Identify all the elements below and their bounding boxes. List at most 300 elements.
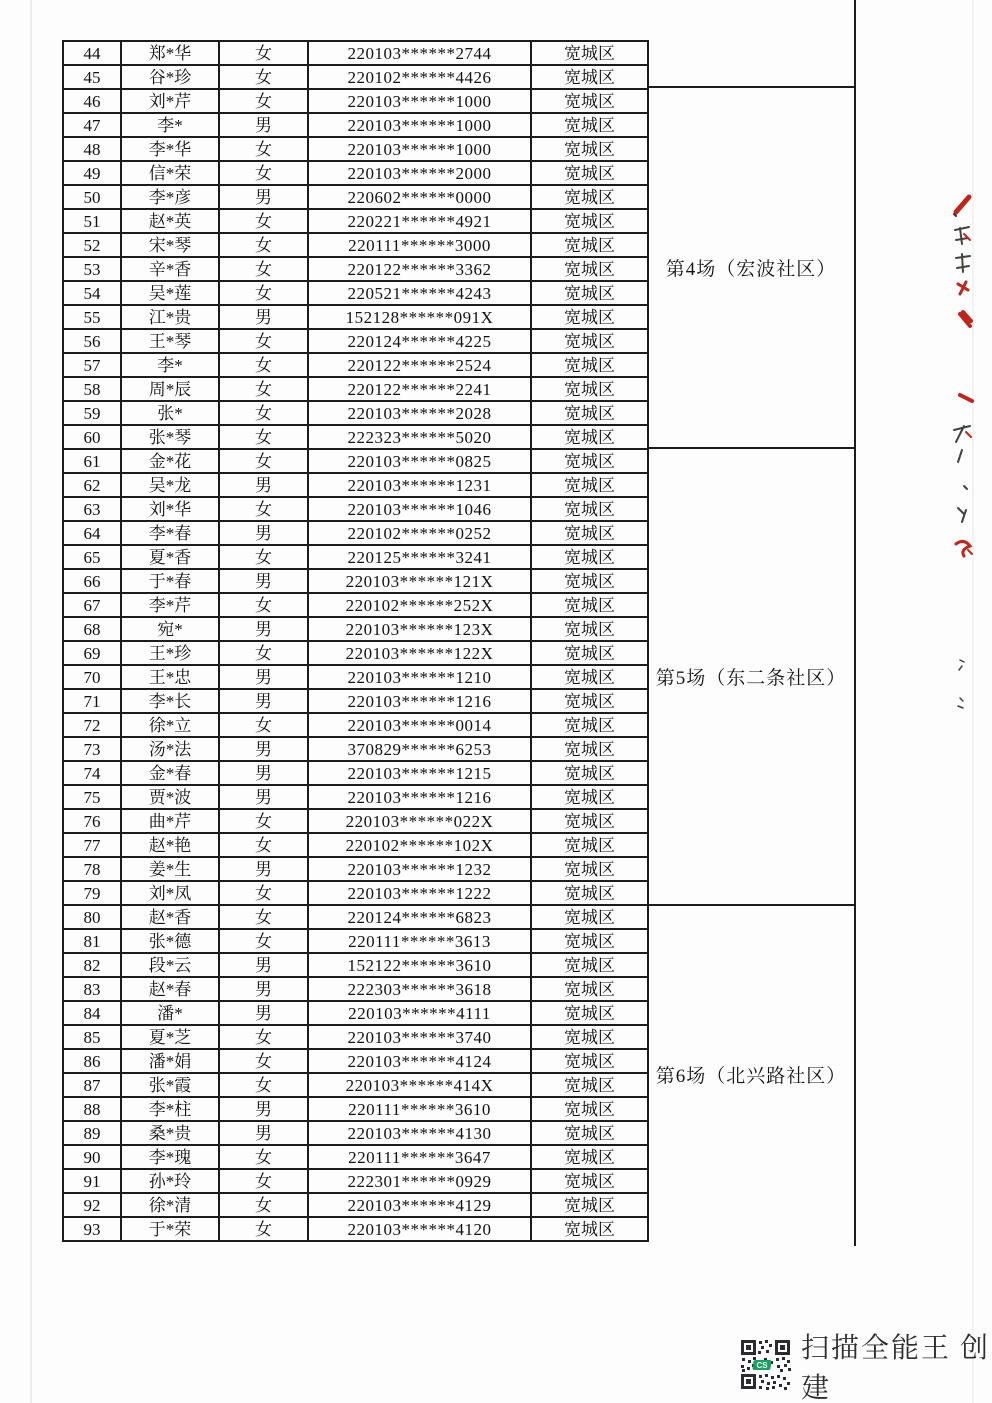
cell-row-number: 47 (63, 113, 121, 137)
cell-gender: 男 (219, 977, 308, 1001)
cell-district: 宽城区 (531, 1193, 648, 1217)
cell-district: 宽城区 (531, 545, 648, 569)
cell-gender: 男 (219, 785, 308, 809)
cell-row-number: 88 (63, 1097, 121, 1121)
table-row (63, 857, 648, 881)
cell-name: 段*云 (121, 953, 219, 977)
cell-name: 汤*法 (121, 737, 219, 761)
table-row (63, 281, 648, 305)
cell-gender: 女 (219, 401, 308, 425)
cell-id-number: 220103******2028 (308, 401, 531, 425)
table-row (63, 209, 648, 233)
cell-row-number: 59 (63, 401, 121, 425)
cell-district: 宽城区 (531, 809, 648, 833)
cell-row-number: 46 (63, 89, 121, 113)
cell-id-number: 220103******2000 (308, 161, 531, 185)
cell-gender: 女 (219, 1145, 308, 1169)
cell-gender: 男 (219, 569, 308, 593)
cell-row-number: 56 (63, 329, 121, 353)
cell-district: 宽城区 (531, 617, 648, 641)
cell-name: 周*辰 (121, 377, 219, 401)
cell-gender: 女 (219, 65, 308, 89)
table-row (63, 257, 648, 281)
cell-name: 贾*波 (121, 785, 219, 809)
cell-row-number: 87 (63, 1073, 121, 1097)
cell-name: 王*珍 (121, 641, 219, 665)
cell-gender: 男 (219, 1121, 308, 1145)
cell-row-number: 78 (63, 857, 121, 881)
cell-gender: 男 (219, 761, 308, 785)
session-label: 第4场（宏波社区） (665, 259, 837, 280)
table-row (63, 161, 648, 185)
cell-id-number: 220103******1216 (308, 785, 531, 809)
cell-id-number: 220103******414X (308, 1073, 531, 1097)
cell-row-number: 48 (63, 137, 121, 161)
cell-district: 宽城区 (531, 1121, 648, 1145)
cell-name: 吴*莲 (121, 281, 219, 305)
cell-gender: 男 (219, 305, 308, 329)
table-row (63, 641, 648, 665)
cell-row-number: 80 (63, 905, 121, 929)
cell-gender: 女 (219, 233, 308, 257)
cell-district: 宽城区 (531, 929, 648, 953)
cell-gender: 女 (219, 425, 308, 449)
cell-district: 宽城区 (531, 257, 648, 281)
table-row (63, 881, 648, 905)
cell-row-number: 52 (63, 233, 121, 257)
table-row (63, 905, 648, 929)
table-row (63, 65, 648, 89)
table-row (63, 785, 648, 809)
cell-row-number: 89 (63, 1121, 121, 1145)
cell-district: 宽城区 (531, 785, 648, 809)
table-row (63, 449, 648, 473)
cell-gender: 女 (219, 1025, 308, 1049)
table-row (63, 1097, 648, 1121)
cell-district: 宽城区 (531, 689, 648, 713)
session-cell-6 (647, 906, 855, 1242)
cell-row-number: 51 (63, 209, 121, 233)
cell-name: 辛*香 (121, 257, 219, 281)
cell-district: 宽城区 (531, 833, 648, 857)
table-row (63, 689, 648, 713)
cell-id-number: 220103******1215 (308, 761, 531, 785)
table-row (63, 137, 648, 161)
table-row (63, 833, 648, 857)
cell-name: 李*彦 (121, 185, 219, 209)
roster-table (62, 40, 649, 1242)
cell-row-number: 85 (63, 1025, 121, 1049)
cell-id-number: 220103******1222 (308, 881, 531, 905)
cell-row-number: 90 (63, 1145, 121, 1169)
cell-gender: 男 (219, 1097, 308, 1121)
cell-row-number: 58 (63, 377, 121, 401)
cell-id-number: 220103******4129 (308, 1193, 531, 1217)
cell-row-number: 76 (63, 809, 121, 833)
cell-id-number: 220103******1232 (308, 857, 531, 881)
cell-row-number: 74 (63, 761, 121, 785)
cell-row-number: 79 (63, 881, 121, 905)
cell-district: 宽城区 (531, 1001, 648, 1025)
cell-row-number: 75 (63, 785, 121, 809)
cell-district: 宽城区 (531, 857, 648, 881)
cell-id-number: 220111******3610 (308, 1097, 531, 1121)
cell-id-number: 220103******2744 (308, 41, 531, 65)
cell-name: 王*忠 (121, 665, 219, 689)
table-row (63, 425, 648, 449)
table-row (63, 1001, 648, 1025)
cell-gender: 男 (219, 113, 308, 137)
cell-name: 李*瑰 (121, 1145, 219, 1169)
cell-gender: 男 (219, 857, 308, 881)
table-row (63, 1217, 648, 1241)
cell-district: 宽城区 (531, 233, 648, 257)
cell-id-number: 220102******102X (308, 833, 531, 857)
roster-table-body (63, 41, 648, 1241)
cell-name: 潘*娟 (121, 1049, 219, 1073)
cell-row-number: 81 (63, 929, 121, 953)
cell-name: 赵*春 (121, 977, 219, 1001)
cell-id-number: 220111******3613 (308, 929, 531, 953)
cell-name: 李*柱 (121, 1097, 219, 1121)
cell-id-number: 220111******3000 (308, 233, 531, 257)
session-cell-blank (647, 40, 855, 88)
cell-name: 吴*龙 (121, 473, 219, 497)
cell-id-number: 220124******6823 (308, 905, 531, 929)
cell-district: 宽城区 (531, 1049, 648, 1073)
camscanner-caption: 扫描全能王 创建 (801, 1333, 991, 1403)
session-column (647, 40, 855, 1242)
cell-district: 宽城区 (531, 65, 648, 89)
cell-id-number: 220103******4111 (308, 1001, 531, 1025)
cell-gender: 男 (219, 521, 308, 545)
cell-id-number: 220103******1000 (308, 89, 531, 113)
cell-gender: 女 (219, 497, 308, 521)
cell-district: 宽城区 (531, 281, 648, 305)
cell-gender: 女 (219, 137, 308, 161)
table-row (63, 329, 648, 353)
cell-row-number: 69 (63, 641, 121, 665)
table-row (63, 497, 648, 521)
cell-district: 宽城区 (531, 473, 648, 497)
cell-id-number: 220103******3740 (308, 1025, 531, 1049)
cell-gender: 女 (219, 1049, 308, 1073)
table-row (63, 1073, 648, 1097)
cell-gender: 女 (219, 905, 308, 929)
table-row (63, 41, 648, 65)
cell-gender: 女 (219, 377, 308, 401)
cell-row-number: 49 (63, 161, 121, 185)
cell-row-number: 86 (63, 1049, 121, 1073)
cell-id-number: 220103******4120 (308, 1217, 531, 1241)
table-row (63, 977, 648, 1001)
cell-gender: 男 (219, 1001, 308, 1025)
cell-id-number: 220103******022X (308, 809, 531, 833)
cell-row-number: 82 (63, 953, 121, 977)
cell-district: 宽城区 (531, 761, 648, 785)
cell-name: 赵*英 (121, 209, 219, 233)
cell-name: 谷*珍 (121, 65, 219, 89)
cell-gender: 男 (219, 665, 308, 689)
cell-gender: 女 (219, 881, 308, 905)
cell-id-number: 220125******3241 (308, 545, 531, 569)
cell-gender: 男 (219, 617, 308, 641)
cell-id-number: 222301******0929 (308, 1169, 531, 1193)
cell-gender: 女 (219, 353, 308, 377)
cell-id-number: 220103******1210 (308, 665, 531, 689)
cell-name: 刘*华 (121, 497, 219, 521)
cell-district: 宽城区 (531, 593, 648, 617)
table-row (63, 89, 648, 113)
cell-row-number: 60 (63, 425, 121, 449)
table-row (63, 1121, 648, 1145)
cell-name: 于*荣 (121, 1217, 219, 1241)
cell-row-number: 57 (63, 353, 121, 377)
cell-district: 宽城区 (531, 665, 648, 689)
cell-id-number: 220103******4130 (308, 1121, 531, 1145)
cell-name: 夏*芝 (121, 1025, 219, 1049)
cell-name: 徐*清 (121, 1193, 219, 1217)
cell-gender: 女 (219, 641, 308, 665)
cell-id-number: 220103******1046 (308, 497, 531, 521)
cell-id-number: 220521******4243 (308, 281, 531, 305)
table-row (63, 545, 648, 569)
cell-id-number: 220102******4426 (308, 65, 531, 89)
table-row (63, 593, 648, 617)
cell-row-number: 68 (63, 617, 121, 641)
cell-name: 李*芹 (121, 593, 219, 617)
cell-id-number: 220111******3647 (308, 1145, 531, 1169)
cell-name: 宛* (121, 617, 219, 641)
cell-gender: 男 (219, 953, 308, 977)
cell-name: 江*贵 (121, 305, 219, 329)
cell-id-number: 220103******0014 (308, 713, 531, 737)
cell-id-number: 220221******4921 (308, 209, 531, 233)
cell-name: 王*琴 (121, 329, 219, 353)
table-row (63, 665, 648, 689)
cell-row-number: 77 (63, 833, 121, 857)
table-row (63, 737, 648, 761)
cell-id-number: 220103******0825 (308, 449, 531, 473)
cell-district: 宽城区 (531, 641, 648, 665)
cell-district: 宽城区 (531, 953, 648, 977)
cell-name: 孙*玲 (121, 1169, 219, 1193)
cell-id-number: 220103******1231 (308, 473, 531, 497)
cell-id-number: 220103******1000 (308, 137, 531, 161)
cell-gender: 女 (219, 329, 308, 353)
cell-gender: 女 (219, 1169, 308, 1193)
cell-gender: 男 (219, 737, 308, 761)
cell-row-number: 53 (63, 257, 121, 281)
cell-id-number: 222303******3618 (308, 977, 531, 1001)
cell-name: 赵*艳 (121, 833, 219, 857)
cell-row-number: 55 (63, 305, 121, 329)
table-row (63, 1025, 648, 1049)
cell-district: 宽城区 (531, 713, 648, 737)
cell-gender: 女 (219, 1193, 308, 1217)
cell-district: 宽城区 (531, 209, 648, 233)
cell-gender: 女 (219, 89, 308, 113)
cell-name: 曲*芹 (121, 809, 219, 833)
paper-edge-left (30, 0, 32, 1403)
cell-name: 姜*生 (121, 857, 219, 881)
cell-id-number: 220102******0252 (308, 521, 531, 545)
cell-district: 宽城区 (531, 449, 648, 473)
cell-district: 宽城区 (531, 1217, 648, 1241)
cell-row-number: 66 (63, 569, 121, 593)
cell-gender: 女 (219, 1073, 308, 1097)
cell-gender: 女 (219, 809, 308, 833)
cell-district: 宽城区 (531, 1097, 648, 1121)
cell-name: 郑*华 (121, 41, 219, 65)
cell-gender: 男 (219, 689, 308, 713)
cell-row-number: 45 (63, 65, 121, 89)
cell-row-number: 93 (63, 1217, 121, 1241)
cell-row-number: 72 (63, 713, 121, 737)
cell-id-number: 220122******3362 (308, 257, 531, 281)
cell-name: 张*琴 (121, 425, 219, 449)
cell-id-number: 220124******4225 (308, 329, 531, 353)
cell-name: 张* (121, 401, 219, 425)
cell-row-number: 92 (63, 1193, 121, 1217)
table-row (63, 185, 648, 209)
cell-id-number: 220122******2241 (308, 377, 531, 401)
column-border-line (854, 0, 856, 1246)
cell-district: 宽城区 (531, 161, 648, 185)
cell-row-number: 84 (63, 1001, 121, 1025)
cell-district: 宽城区 (531, 881, 648, 905)
cell-district: 宽城区 (531, 113, 648, 137)
cell-gender: 男 (219, 185, 308, 209)
cell-row-number: 44 (63, 41, 121, 65)
session-cell-4 (647, 88, 855, 449)
cell-district: 宽城区 (531, 569, 648, 593)
cell-row-number: 64 (63, 521, 121, 545)
cell-id-number: 220103******122X (308, 641, 531, 665)
cell-gender: 女 (219, 209, 308, 233)
cell-name: 张*德 (121, 929, 219, 953)
svg-text:CS: CS (756, 1361, 768, 1370)
cell-id-number: 220103******1216 (308, 689, 531, 713)
cell-gender: 女 (219, 1217, 308, 1241)
cell-row-number: 50 (63, 185, 121, 209)
cell-row-number: 61 (63, 449, 121, 473)
cell-name: 信*荣 (121, 161, 219, 185)
cell-row-number: 62 (63, 473, 121, 497)
cell-name: 李* (121, 113, 219, 137)
cell-district: 宽城区 (531, 401, 648, 425)
cell-name: 刘*凤 (121, 881, 219, 905)
cell-id-number: 220103******1000 (308, 113, 531, 137)
cell-gender: 女 (219, 257, 308, 281)
table-row (63, 233, 648, 257)
cell-id-number: 152128******091X (308, 305, 531, 329)
table-row (63, 521, 648, 545)
cell-district: 宽城区 (531, 329, 648, 353)
cell-name: 潘* (121, 1001, 219, 1025)
cell-name: 宋*琴 (121, 233, 219, 257)
handwritten-ink-marks (930, 190, 980, 790)
cell-name: 徐*立 (121, 713, 219, 737)
cell-district: 宽城区 (531, 185, 648, 209)
cell-row-number: 63 (63, 497, 121, 521)
cell-id-number: 152122******3610 (308, 953, 531, 977)
cell-district: 宽城区 (531, 521, 648, 545)
cell-id-number: 370829******6253 (308, 737, 531, 761)
cell-name: 金*春 (121, 761, 219, 785)
table-row (63, 473, 648, 497)
table-row (63, 569, 648, 593)
cell-name: 于*春 (121, 569, 219, 593)
table-row (63, 1145, 648, 1169)
table-row (63, 353, 648, 377)
cell-name: 李*春 (121, 521, 219, 545)
table-row (63, 953, 648, 977)
cell-gender: 女 (219, 929, 308, 953)
cell-gender: 女 (219, 449, 308, 473)
cell-gender: 男 (219, 473, 308, 497)
cell-name: 夏*香 (121, 545, 219, 569)
cell-district: 宽城区 (531, 425, 648, 449)
cell-row-number: 67 (63, 593, 121, 617)
cell-gender: 女 (219, 713, 308, 737)
cell-district: 宽城区 (531, 137, 648, 161)
cell-district: 宽城区 (531, 905, 648, 929)
cell-district: 宽城区 (531, 41, 648, 65)
cell-district: 宽城区 (531, 497, 648, 521)
cell-gender: 女 (219, 161, 308, 185)
cell-id-number: 222323******5020 (308, 425, 531, 449)
cell-row-number: 54 (63, 281, 121, 305)
cell-gender: 女 (219, 833, 308, 857)
cell-row-number: 83 (63, 977, 121, 1001)
table-row (63, 377, 648, 401)
cell-district: 宽城区 (531, 1025, 648, 1049)
cell-name: 桑*贵 (121, 1121, 219, 1145)
cell-district: 宽城区 (531, 377, 648, 401)
cell-name: 李* (121, 353, 219, 377)
table-row (63, 1193, 648, 1217)
table-row (63, 809, 648, 833)
cell-gender: 女 (219, 593, 308, 617)
cell-row-number: 91 (63, 1169, 121, 1193)
cell-name: 李*华 (121, 137, 219, 161)
session-label: 第5场（东二条社区） (655, 668, 847, 689)
cell-district: 宽城区 (531, 353, 648, 377)
cell-id-number: 220103******4124 (308, 1049, 531, 1073)
cell-row-number: 73 (63, 737, 121, 761)
cell-district: 宽城区 (531, 89, 648, 113)
cell-id-number: 220103******123X (308, 617, 531, 641)
table-row (63, 713, 648, 737)
cell-district: 宽城区 (531, 1145, 648, 1169)
cell-district: 宽城区 (531, 305, 648, 329)
table-row (63, 1169, 648, 1193)
cell-id-number: 220103******121X (308, 569, 531, 593)
camscanner-logo-badge (752, 1360, 771, 1370)
table-row (63, 113, 648, 137)
cell-row-number: 71 (63, 689, 121, 713)
cell-name: 金*花 (121, 449, 219, 473)
cell-gender: 女 (219, 41, 308, 65)
table-row (63, 617, 648, 641)
camscanner-qr-code (739, 1338, 792, 1391)
cell-name: 刘*芹 (121, 89, 219, 113)
cell-gender: 女 (219, 281, 308, 305)
session-label: 第6场（北兴路社区） (655, 1065, 847, 1087)
table-row (63, 761, 648, 785)
cell-id-number: 220122******2524 (308, 353, 531, 377)
